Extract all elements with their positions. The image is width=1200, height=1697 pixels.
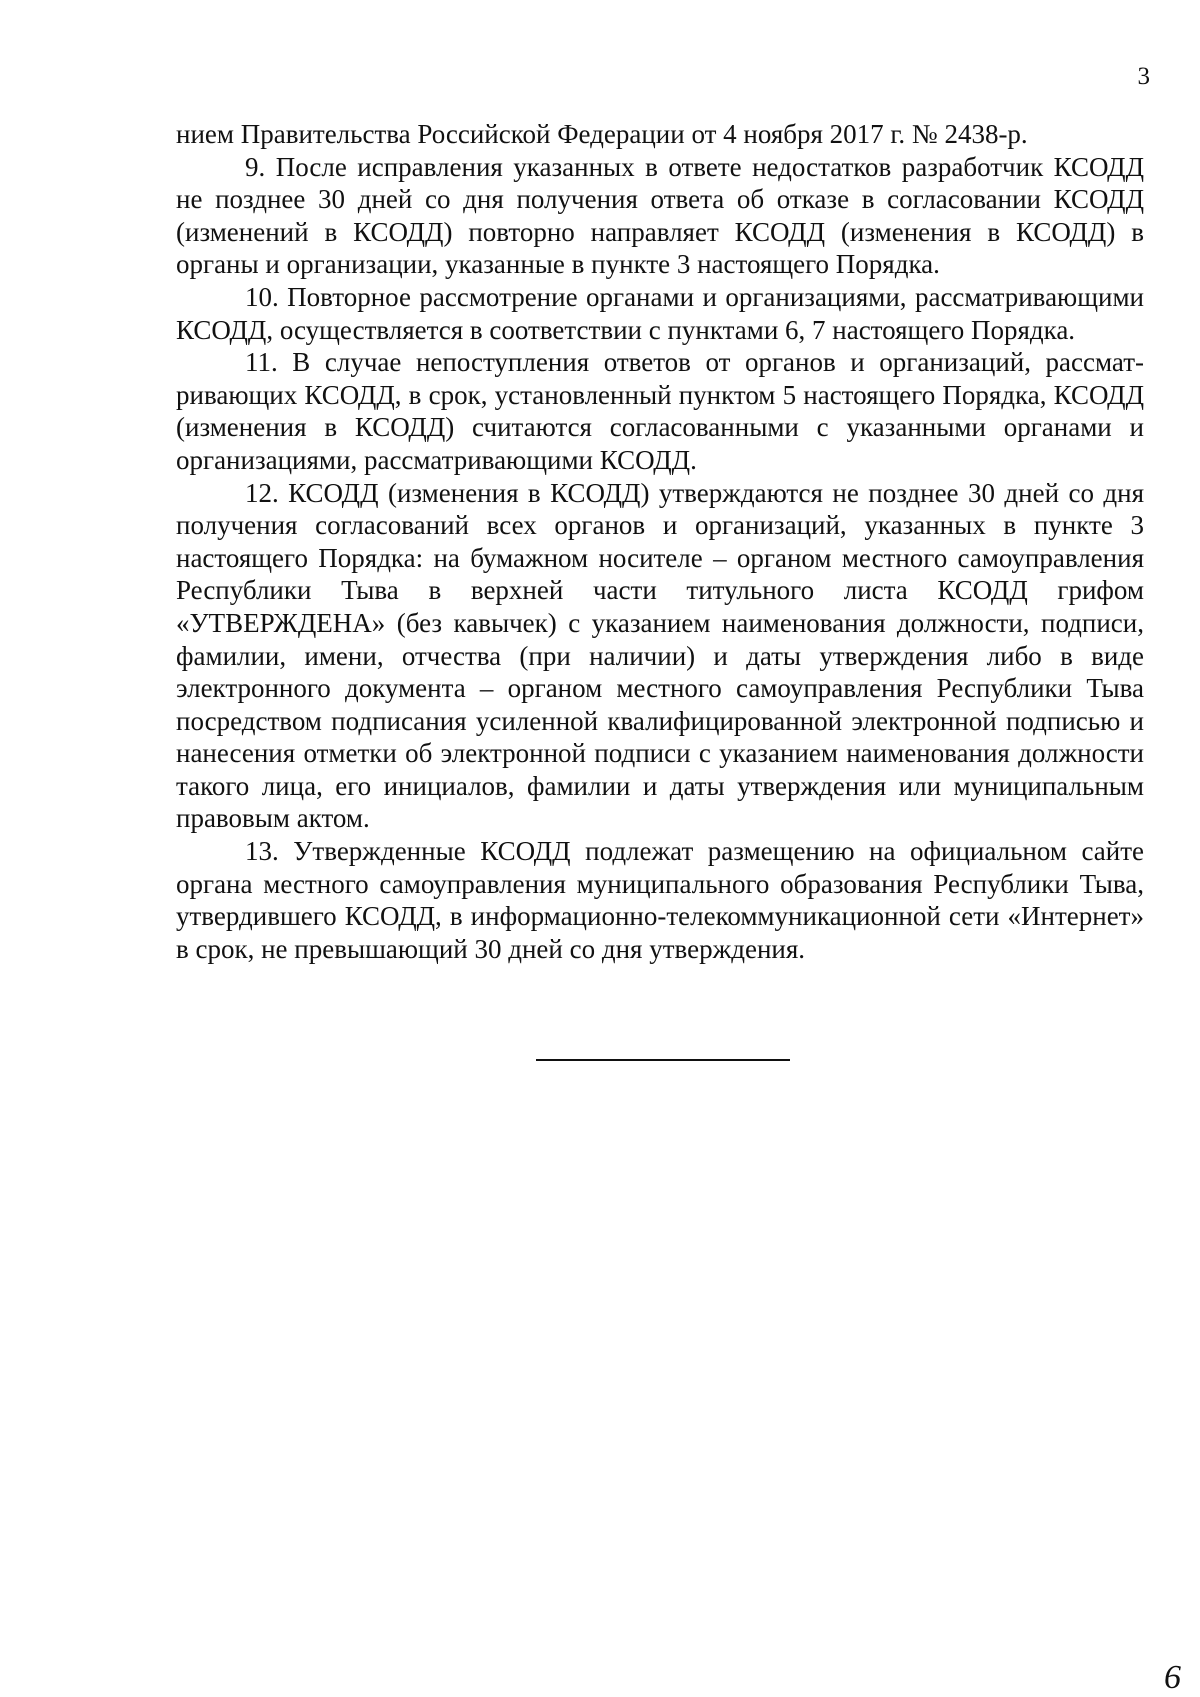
- page-number: 3: [1137, 63, 1150, 90]
- paragraph-item-13: 13. Утвержденные КСОДД подлежат размещению на официальном сайте органа местного самоуправления муниципального образования Республики Тыва, утвердившего КСОДД, в информационно-телекоммуникационной сети «Интернет» в срок, не превышающий 30 дней со дня утверждения.: [176, 836, 1144, 964]
- paragraph-item-10: 10. Повторное рассмотрение органами и организациями, рассматривающими КСОДД, осуществляется в соответствии с пунктами 6, 7 настоящего Порядка.: [176, 281, 1144, 345]
- paragraph-continuation: нием Правительства Российской Федерации от 4 ноября 2017 г. № 2438-р.: [176, 119, 1028, 149]
- paragraph-item-12: 12. КСОДД (изменения в КСОДД) утверждаются не позднее 30 дней со дня получения согласований всех органов и организаций, указанных в пункте 3 настоящего Порядка: на бумажном носителе – органом местного самоуправления Республики Тыва в верхней части титульного листа КСОДД грифом «УТВЕРЖДЕНА» (без кавычек) с указанием наименования должности, подписи, фамилии, имени, отчества (при наличии) и даты утверждения либо в виде электронного документа – органом местного самоуправления Республики Тыва посредством подписания усиленной квалифицированной электронной подписью и нанесения отметки об электронной подписи с указанием наименования должности такого лица, его инициалов, фамилии и даты утверждения или муниципальным правовым актом.: [176, 477, 1144, 834]
- paragraph-item-11: 11. В случае непоступления ответов от органов и организаций, рассматривающих КСОДД, в срок, установленный пунктом 5 настоящего Порядка, КСОДД (изменения в КСОДД) считаются согласованными с указанными органами и организациями, рассматривающими КСОДД.: [176, 347, 1144, 475]
- paragraph-item-9: 9. После исправления указанных в ответе недостатков разработчик КСОДД не позднее 30 дней со дня получения ответа об отказе в согласовании КСОДД (изменений в КСОДД) повторно направляет КСОДД (изменения в КСОДД) в органы и организации, указанные в пункте 3 настоящего Порядка.: [176, 151, 1144, 280]
- handwritten-page-mark: 6: [1164, 1659, 1181, 1696]
- end-of-text-rule: [536, 1059, 790, 1061]
- document-body: [176, 118, 1144, 965]
